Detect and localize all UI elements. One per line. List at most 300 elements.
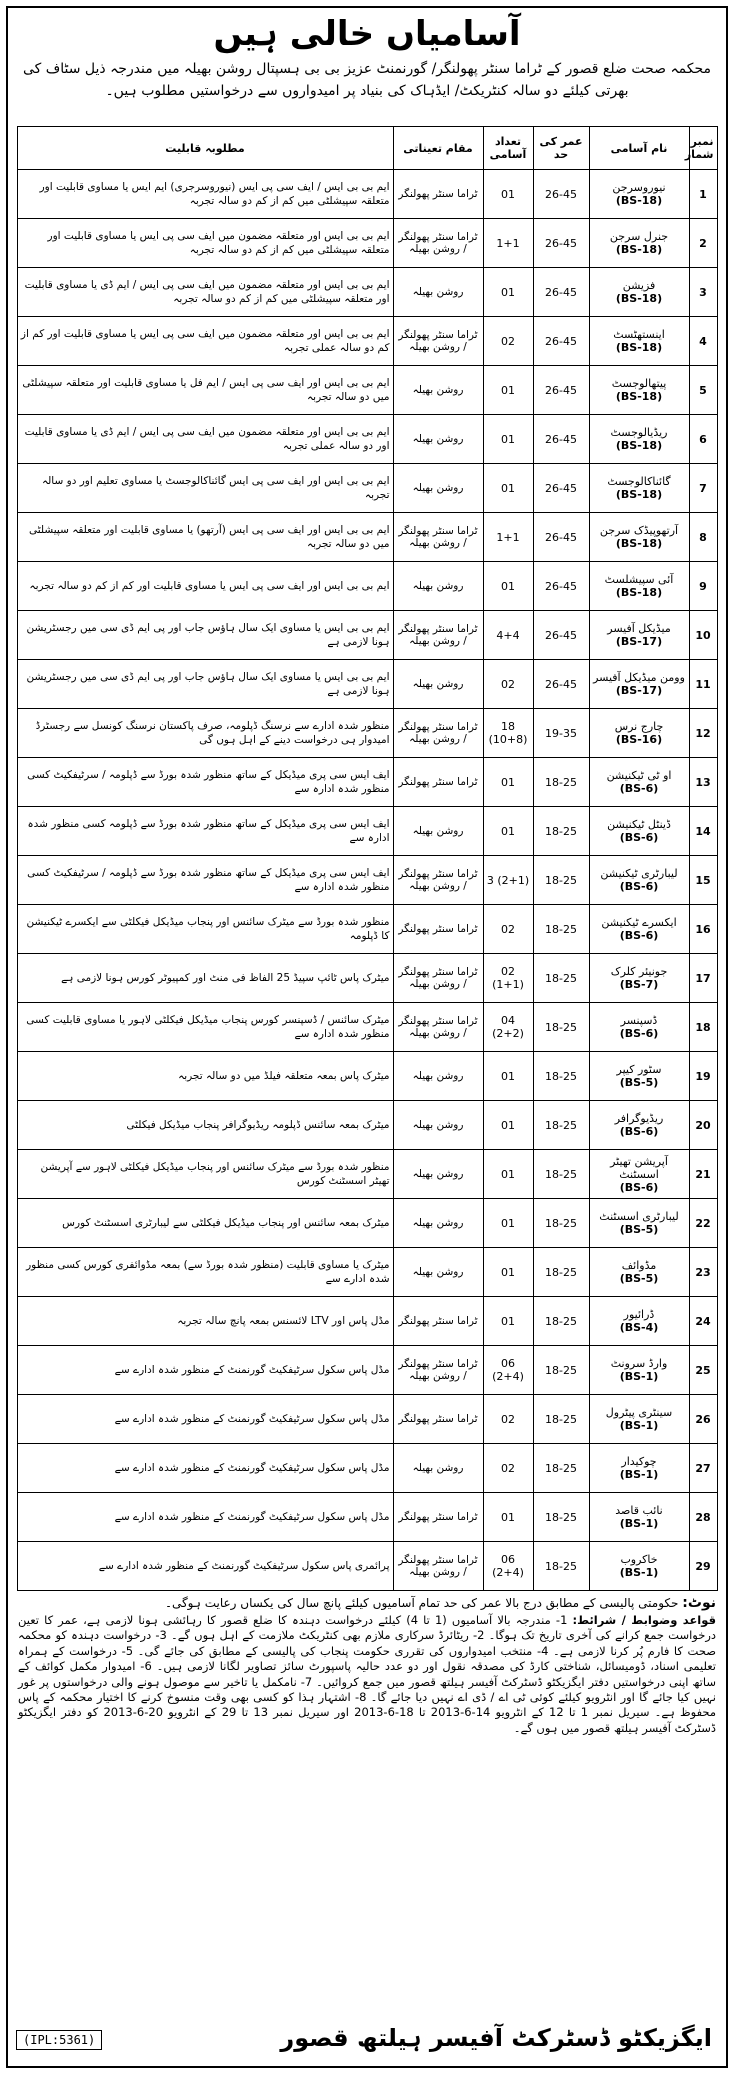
- terms-block: [8, 1611, 726, 1738]
- table-row: [17, 1101, 717, 1150]
- age-limit: [533, 1346, 589, 1395]
- age-limit-text: 18-25: [545, 1510, 577, 1524]
- pay-scale: (BS-18): [615, 537, 663, 550]
- post-name: [589, 758, 689, 807]
- row-number-text: 8: [699, 530, 707, 544]
- age-limit: [533, 464, 589, 513]
- table-row: [17, 856, 717, 905]
- pay-scale: (BS-1): [619, 1468, 659, 1481]
- posting-place: [393, 807, 483, 856]
- post-count-text: 02: [501, 922, 515, 936]
- posting-place: [393, 1444, 483, 1493]
- age-limit: [533, 1248, 589, 1297]
- row-number-text: 24: [695, 1314, 711, 1328]
- post-name-text: او ٹی ٹیکنیشن: [606, 769, 672, 782]
- qualification-text: ایم بی بی ایس اور متعلقہ مضمون میں ایف سی پی ایس یا مساوی قابلیت اور متعلقہ سپیشلٹی میں کم از کم دو سالہ تجربہ: [47, 230, 390, 256]
- qualification-text: میٹرک پاس بمعہ متعلقہ فیلڈ میں دو سالہ تجربہ: [178, 1070, 390, 1082]
- row-number: [689, 513, 717, 562]
- qualification: [17, 611, 393, 660]
- qualification: [17, 268, 393, 317]
- pay-scale: (BS-18): [615, 390, 663, 403]
- post-name-text: جنرل سرجن: [609, 230, 669, 243]
- table-row: [17, 219, 717, 268]
- qualification: [17, 415, 393, 464]
- age-limit-text: 18-25: [545, 1363, 577, 1377]
- post-count-text: 01: [501, 1216, 515, 1230]
- row-number-text: 6: [699, 432, 707, 446]
- post-name: [589, 1101, 689, 1150]
- post-count-text: 01: [501, 775, 515, 789]
- pay-scale: (BS-18): [615, 243, 663, 256]
- age-limit-text: 26-45: [545, 579, 577, 593]
- post-count-text: 1+1: [496, 530, 520, 544]
- footer: [8, 2024, 726, 2062]
- qualification: [17, 219, 393, 268]
- row-number-text: 10: [695, 628, 711, 642]
- age-limit: [533, 611, 589, 660]
- posting-place-text: ٹراما سنٹر پھولنگر: [398, 1315, 478, 1327]
- qualification: [17, 1003, 393, 1052]
- age-limit-text: 18-25: [545, 1216, 577, 1230]
- post-name-text: پیتھالوجسٹ: [611, 377, 667, 390]
- post-count: [483, 268, 533, 317]
- age-limit: [533, 1101, 589, 1150]
- table-row: [17, 611, 717, 660]
- posting-place-text: ٹراما سنٹر پھولنگر: [398, 1413, 478, 1425]
- qualification-text: مڈل پاس اور LTV لائسنس بمعہ پانچ سالہ تجربہ: [177, 1315, 390, 1327]
- post-count-text: 01: [501, 481, 515, 495]
- posting-place: [393, 1395, 483, 1444]
- qualification-text: ایف ایس سی پری میڈیکل کے ساتھ منظور شدہ بورڈ سے ڈپلومہ / سرٹیفکیٹ کسی منظور شدہ ادارہ سے: [27, 769, 390, 795]
- post-name-text: ریڈیالوجسٹ: [610, 426, 668, 439]
- posting-place-text: روشن بھیلہ: [412, 825, 464, 837]
- post-name: [589, 366, 689, 415]
- post-count: [483, 758, 533, 807]
- row-number-text: 5: [699, 383, 707, 397]
- qualification: [17, 1150, 393, 1199]
- posting-place-text: روشن بھیلہ: [412, 1462, 464, 1474]
- table-row: [17, 660, 717, 709]
- age-limit: [533, 366, 589, 415]
- table-row: [17, 758, 717, 807]
- table-row: [17, 1542, 717, 1591]
- qualification-text: ایم بی بی ایس یا مساوی ایک سال ہاؤس جاب اور پی ایم ڈی سی میں رجسٹریشن ہونا لازمی ہے: [26, 622, 390, 648]
- pay-scale: (BS-6): [619, 1180, 659, 1194]
- posting-place: [393, 954, 483, 1003]
- age-limit: [533, 170, 589, 219]
- posting-place-text: ٹراما سنٹر پھولنگر / روشن بھیلہ: [398, 1015, 478, 1039]
- post-count-text: 01: [501, 1265, 515, 1279]
- table-row: [17, 513, 717, 562]
- post-count: [483, 1101, 533, 1150]
- pay-scale: (BS-6): [619, 1027, 659, 1040]
- post-count: [483, 1052, 533, 1101]
- qualification: [17, 1542, 393, 1591]
- posting-place-text: ٹراما سنٹر پھولنگر / روشن بھیلہ: [398, 966, 478, 990]
- post-name: [589, 1444, 689, 1493]
- age-limit-text: 26-45: [545, 187, 577, 201]
- table-row: [17, 954, 717, 1003]
- row-number: [689, 1346, 717, 1395]
- table-header-row: [17, 127, 717, 170]
- posting-place-text: ٹراما سنٹر پھولنگر / روشن بھیلہ: [398, 231, 478, 255]
- pay-scale: (BS-6): [619, 782, 659, 795]
- qualification-text: مڈل پاس سکول سرٹیفکیٹ گورنمنٹ کے منظور شدہ ادارے سے: [114, 1462, 390, 1474]
- age-limit: [533, 709, 589, 758]
- post-count: [483, 905, 533, 954]
- table-row: [17, 1493, 717, 1542]
- posting-place-text: روشن بھیلہ: [412, 433, 464, 445]
- post-count-text: 02 (1+1): [492, 965, 524, 991]
- post-count-text: 06 (2+4): [492, 1357, 524, 1383]
- row-number-text: 26: [695, 1412, 711, 1426]
- posting-place: [393, 317, 483, 366]
- qualification: [17, 1346, 393, 1395]
- post-count: [483, 464, 533, 513]
- post-name-text: نیوروسرجن: [612, 181, 666, 194]
- post-name: [589, 1493, 689, 1542]
- post-count-text: 18 (10+8): [488, 720, 528, 746]
- post-name-text: آرتھوپیڈک سرجن: [599, 524, 679, 537]
- qualification: [17, 758, 393, 807]
- qualification: [17, 709, 393, 758]
- post-count: [483, 1297, 533, 1346]
- vacancies-table: [17, 126, 718, 1591]
- post-count-text: 01: [501, 579, 515, 593]
- qualification-text: ایف ایس سی پری میڈیکل کے ساتھ منظور شدہ بورڈ سے ڈپلومہ / سرٹیفکیٹ کسی منظور شدہ ادارہ سے: [27, 867, 390, 893]
- post-count: [483, 1444, 533, 1493]
- age-limit-text: 18-25: [545, 1265, 577, 1279]
- posting-place-text: ٹراما سنٹر پھولنگر: [398, 923, 478, 935]
- header-count: تعداد آسامی: [483, 127, 533, 170]
- posting-place-text: ٹراما سنٹر پھولنگر: [398, 188, 478, 200]
- post-count-text: 01: [501, 432, 515, 446]
- post-count: [483, 513, 533, 562]
- post-name-text: میڈیکل آفیسر: [607, 622, 671, 635]
- post-name: [589, 954, 689, 1003]
- post-name: [589, 1297, 689, 1346]
- table-row: [17, 170, 717, 219]
- row-number-text: 2: [699, 236, 707, 250]
- age-limit-text: 26-45: [545, 285, 577, 299]
- header-no: نمبر شمار: [689, 127, 717, 170]
- row-number: [689, 807, 717, 856]
- age-limit: [533, 1493, 589, 1542]
- table-row: [17, 1346, 717, 1395]
- age-limit: [533, 562, 589, 611]
- post-count: [483, 611, 533, 660]
- post-name-text: گائناکالوجسٹ: [607, 475, 671, 488]
- row-number: [689, 1444, 717, 1493]
- terms-label: قواعد وضوابط / شرائط:: [572, 1613, 716, 1627]
- post-name: [589, 807, 689, 856]
- table-row: [17, 562, 717, 611]
- pay-scale: (BS-17): [615, 635, 663, 648]
- age-limit-text: 26-45: [545, 628, 577, 642]
- posting-place-text: ٹراما سنٹر پھولنگر / روشن بھیلہ: [398, 1358, 478, 1382]
- post-count: [483, 1150, 533, 1199]
- qualification-text: منظور شدہ بورڈ سے میٹرک سائنس اور پنجاب میڈیکل فیکلٹی سے ایکسرے ٹیکنیشن کا ڈپلومہ: [26, 916, 390, 942]
- posting-place-text: ٹراما سنٹر پھولنگر / روشن بھیلہ: [398, 868, 478, 892]
- post-count-text: 3 (2+1): [486, 873, 530, 887]
- post-name: [589, 317, 689, 366]
- row-number-text: 17: [695, 971, 711, 985]
- post-count: [483, 317, 533, 366]
- post-name-text: فزیشن: [622, 279, 656, 292]
- post-count-text: 01: [501, 1069, 515, 1083]
- age-limit-text: 26-45: [545, 432, 577, 446]
- table-row: [17, 1150, 717, 1199]
- posting-place-text: ٹراما سنٹر پھولنگر: [398, 1511, 478, 1523]
- pay-scale: (BS-18): [615, 341, 663, 354]
- posting-place: [393, 1003, 483, 1052]
- post-name-text: جونیئر کلرک: [610, 965, 668, 978]
- table-row: [17, 1003, 717, 1052]
- age-limit-text: 18-25: [545, 922, 577, 936]
- post-name-text: خاکروب: [620, 1553, 658, 1566]
- row-number-text: 15: [695, 873, 711, 887]
- posting-place-text: ٹراما سنٹر پھولنگر / روشن بھیلہ: [398, 623, 478, 647]
- post-name-text: وارڈ سرونٹ: [610, 1357, 668, 1370]
- table-row: [17, 1248, 717, 1297]
- header-place: مقام تعیناتی: [393, 127, 483, 170]
- post-count: [483, 709, 533, 758]
- pay-scale: (BS-6): [619, 831, 659, 844]
- pay-scale: (BS-18): [615, 194, 663, 207]
- row-number-text: 25: [695, 1363, 711, 1377]
- qualification-text: میٹرک سائنس / ڈسپنسر کورس پنجاب میڈیکل فیکلٹی لاہور یا مساوی قابلیت کسی منظور شدہ ادارہ سے: [26, 1014, 390, 1040]
- intro-text: محکمہ صحت ضلع قصور کے ٹراما سنٹر پھولنگر/ گورنمنٹ عزیز بی بی ہسپتال روشن بھیلہ میں مندرجہ ذیل سٹاف کی بھرتی کیلئے دو سالہ کنٹریکٹ/ ایڈہاک کی بنیاد پر امیدواروں سے درخواستیں مطلوب ہیں۔: [22, 61, 712, 99]
- posting-place: [393, 415, 483, 464]
- qualification: [17, 1444, 393, 1493]
- posting-place-text: ٹراما سنٹر پھولنگر / روشن بھیلہ: [398, 329, 478, 353]
- posting-place-text: روشن بھیلہ: [412, 1168, 464, 1180]
- table-row: [17, 317, 717, 366]
- advertisement-page: [6, 6, 728, 2068]
- row-number: [689, 1297, 717, 1346]
- table-row: [17, 1395, 717, 1444]
- qualification-text: ایم بی بی ایس اور ایف سی پی ایس گائناکالوجسٹ یا مساوی تعلیم اور دو سالہ تجربہ: [41, 475, 390, 501]
- post-count: [483, 660, 533, 709]
- posting-place-text: روشن بھیلہ: [412, 482, 464, 494]
- post-name-text: چوکیدار: [621, 1455, 657, 1468]
- posting-place-text: روشن بھیلہ: [412, 286, 464, 298]
- age-limit-text: 18-25: [545, 1314, 577, 1328]
- age-limit: [533, 1003, 589, 1052]
- post-name-text: چارج نرس: [614, 720, 664, 733]
- post-name-text: اینستھٹسٹ: [613, 328, 665, 341]
- row-number: [689, 1003, 717, 1052]
- post-count-text: 1+1: [496, 236, 520, 250]
- qualification-text: مڈل پاس سکول سرٹیفکیٹ گورنمنٹ کے منظور شدہ ادارے سے: [114, 1364, 390, 1376]
- post-count-text: 06 (2+4): [492, 1553, 524, 1579]
- post-count: [483, 1493, 533, 1542]
- pay-scale: (BS-1): [619, 1517, 659, 1530]
- qualification: [17, 170, 393, 219]
- note-text: حکومتی پالیسی کے مطابق درج بالا عمر کی حد تمام آسامیوں کیلئے پانچ سال کی یکساں رعایت ہوگی۔: [164, 1596, 679, 1610]
- note-label: نوٹ:: [682, 1595, 716, 1611]
- posting-place: [393, 905, 483, 954]
- posting-place-text: ٹراما سنٹر پھولنگر / روشن بھیلہ: [398, 525, 478, 549]
- post-count: [483, 1248, 533, 1297]
- row-number-text: 16: [695, 922, 711, 936]
- post-count: [483, 856, 533, 905]
- qualification-text: میٹرک پاس ٹائپ سپیڈ 25 الفاظ فی منٹ اور کمپیوٹر کورس ہونا لازمی ہے: [61, 972, 390, 984]
- posting-place-text: ٹراما سنٹر پھولنگر: [398, 776, 478, 788]
- age-limit-text: 26-45: [545, 677, 577, 691]
- pay-scale: (BS-18): [615, 586, 663, 599]
- note-block: [8, 1591, 726, 1611]
- row-number: [689, 1101, 717, 1150]
- post-count: [483, 415, 533, 464]
- posting-place-text: روشن بھیلہ: [412, 1266, 464, 1278]
- table-row: [17, 1199, 717, 1248]
- row-number-text: 11: [695, 677, 711, 691]
- qualification: [17, 1101, 393, 1150]
- post-count-text: 01: [501, 1314, 515, 1328]
- post-count: [483, 562, 533, 611]
- age-limit-text: 18-25: [545, 971, 577, 985]
- pay-scale: (BS-5): [619, 1272, 659, 1285]
- post-name: [589, 1199, 689, 1248]
- post-count: [483, 1346, 533, 1395]
- post-count-text: 01: [501, 187, 515, 201]
- post-name-text: ایکسرے ٹیکنیشن: [601, 916, 677, 929]
- post-name-text: وومن میڈیکل آفیسر: [593, 671, 685, 684]
- qualification: [17, 807, 393, 856]
- post-name-text: ڈینٹل ٹیکنیشن: [607, 818, 671, 831]
- post-name: [589, 170, 689, 219]
- age-limit-text: 26-45: [545, 530, 577, 544]
- row-number-text: 23: [695, 1265, 711, 1279]
- post-name-text: ریڈیوگرافر: [614, 1112, 664, 1125]
- qualification: [17, 1493, 393, 1542]
- post-name-text: سٹور کیپر: [616, 1063, 662, 1076]
- pay-scale: (BS-18): [615, 439, 663, 452]
- posting-place-text: روشن بھیلہ: [412, 1070, 464, 1082]
- row-number-text: 4: [699, 334, 707, 348]
- qualification-text: میٹرک بمعہ سائنس اور پنجاب میڈیکل فیکلٹی سے لیبارٹری اسسٹنٹ کورس: [62, 1217, 390, 1229]
- table-row: [17, 366, 717, 415]
- post-name: [589, 905, 689, 954]
- row-number: [689, 562, 717, 611]
- qualification-text: ایم بی بی ایس اور ایف سی پی ایس / ایم فل یا مساوی قابلیت اور متعلقہ سپیشلٹی میں دو سالہ تجربہ: [22, 377, 390, 403]
- post-name: [589, 464, 689, 513]
- row-number-text: 3: [699, 285, 707, 299]
- posting-place: [393, 1150, 483, 1199]
- age-limit-text: 26-45: [545, 236, 577, 250]
- age-limit: [533, 660, 589, 709]
- header-qualification: مطلوبہ قابلیت: [17, 127, 393, 170]
- row-number: [689, 1395, 717, 1444]
- qualification: [17, 317, 393, 366]
- qualification: [17, 1052, 393, 1101]
- post-count-text: 01: [501, 1510, 515, 1524]
- post-count-text: 02: [501, 334, 515, 348]
- post-count: [483, 1199, 533, 1248]
- posting-place: [393, 1052, 483, 1101]
- pay-scale: (BS-18): [615, 292, 663, 305]
- row-number: [689, 219, 717, 268]
- post-name: [589, 1395, 689, 1444]
- age-limit: [533, 807, 589, 856]
- row-number: [689, 1199, 717, 1248]
- posting-place: [393, 660, 483, 709]
- qualification: [17, 1395, 393, 1444]
- age-limit: [533, 1542, 589, 1591]
- row-number-text: 29: [695, 1559, 711, 1573]
- qualification-text: میٹرک بمعہ سائنس ڈپلومہ ریڈیوگرافر پنجاب میڈیکل فیکلٹی: [126, 1119, 390, 1131]
- post-count-text: 01: [501, 383, 515, 397]
- post-name-text: آپریشن تھیٹر اسسٹنٹ: [610, 1154, 668, 1181]
- row-number: [689, 758, 717, 807]
- row-number-text: 7: [699, 481, 707, 495]
- signature: ایگزیکٹو ڈسٹرکٹ آفیسر ہیلتھ قصور: [280, 2024, 712, 2052]
- pay-scale: (BS-4): [619, 1321, 659, 1334]
- post-name: [589, 1150, 689, 1199]
- table-row: [17, 709, 717, 758]
- pay-scale: (BS-16): [615, 733, 663, 746]
- post-count-text: 04 (2+2): [492, 1014, 524, 1040]
- age-limit: [533, 1297, 589, 1346]
- post-name: [589, 1542, 689, 1591]
- table-row: [17, 268, 717, 317]
- post-count: [483, 954, 533, 1003]
- post-name: [589, 1003, 689, 1052]
- post-name-text: مڈوائف: [621, 1259, 657, 1272]
- row-number: [689, 1542, 717, 1591]
- post-name: [589, 856, 689, 905]
- posting-place-text: ٹراما سنٹر پھولنگر / روشن بھیلہ: [398, 1554, 478, 1578]
- pay-scale: (BS-6): [619, 1125, 659, 1138]
- row-number-text: 9: [699, 579, 707, 593]
- post-name: [589, 1346, 689, 1395]
- qualification: [17, 366, 393, 415]
- pay-scale: (BS-1): [619, 1419, 659, 1432]
- age-limit-text: 18-25: [545, 775, 577, 789]
- page-title: آسامیاں خالی ہیں: [213, 14, 521, 54]
- row-number: [689, 856, 717, 905]
- qualification-text: مڈل پاس سکول سرٹیفکیٹ گورنمنٹ کے منظور شدہ ادارے سے: [114, 1511, 390, 1523]
- pay-scale: (BS-6): [619, 929, 659, 942]
- qualification: [17, 954, 393, 1003]
- row-number: [689, 905, 717, 954]
- posting-place-text: روشن بھیلہ: [412, 1119, 464, 1131]
- qualification-text: ایف ایس سی پری میڈیکل کے ساتھ منظور شدہ بورڈ سے ڈپلومہ کسی منظور شدہ ادارہ سے: [27, 818, 390, 844]
- posting-place: [393, 709, 483, 758]
- posting-place: [393, 856, 483, 905]
- posting-place: [393, 1346, 483, 1395]
- row-number: [689, 611, 717, 660]
- posting-place: [393, 1248, 483, 1297]
- post-count-text: 01: [501, 285, 515, 299]
- age-limit: [533, 1444, 589, 1493]
- post-name: [589, 611, 689, 660]
- posting-place: [393, 170, 483, 219]
- qualification-text: ایم بی بی ایس اور متعلقہ مضمون میں ایف سی پی ایس یا مساوی قابلیت اور کم از کم دو سالہ عملی تجربہ: [20, 328, 390, 354]
- qualification-text: میٹرک یا مساوی قابلیت (منظور شدہ بورڈ سے) بمعہ مڈوائفری کورس کسی منظور شدہ ادارے سے: [26, 1259, 390, 1285]
- age-limit: [533, 1199, 589, 1248]
- pay-scale: (BS-6): [619, 880, 659, 893]
- qualification-text: ایم بی بی ایس یا مساوی ایک سال ہاؤس جاب اور پی ایم ڈی سی میں رجسٹریشن ہونا لازمی ہے: [26, 671, 390, 697]
- row-number: [689, 268, 717, 317]
- qualification-text: ایم بی بی ایس اور متعلقہ مضمون میں ایف سی پی ایس / ایم ڈی یا مساوی قابلیت اور دو سالہ عملی تجربہ: [24, 426, 390, 452]
- age-limit-text: 18-25: [545, 873, 577, 887]
- qualification: [17, 905, 393, 954]
- age-limit-text: 18-25: [545, 1461, 577, 1475]
- table-row: [17, 1297, 717, 1346]
- age-limit: [533, 317, 589, 366]
